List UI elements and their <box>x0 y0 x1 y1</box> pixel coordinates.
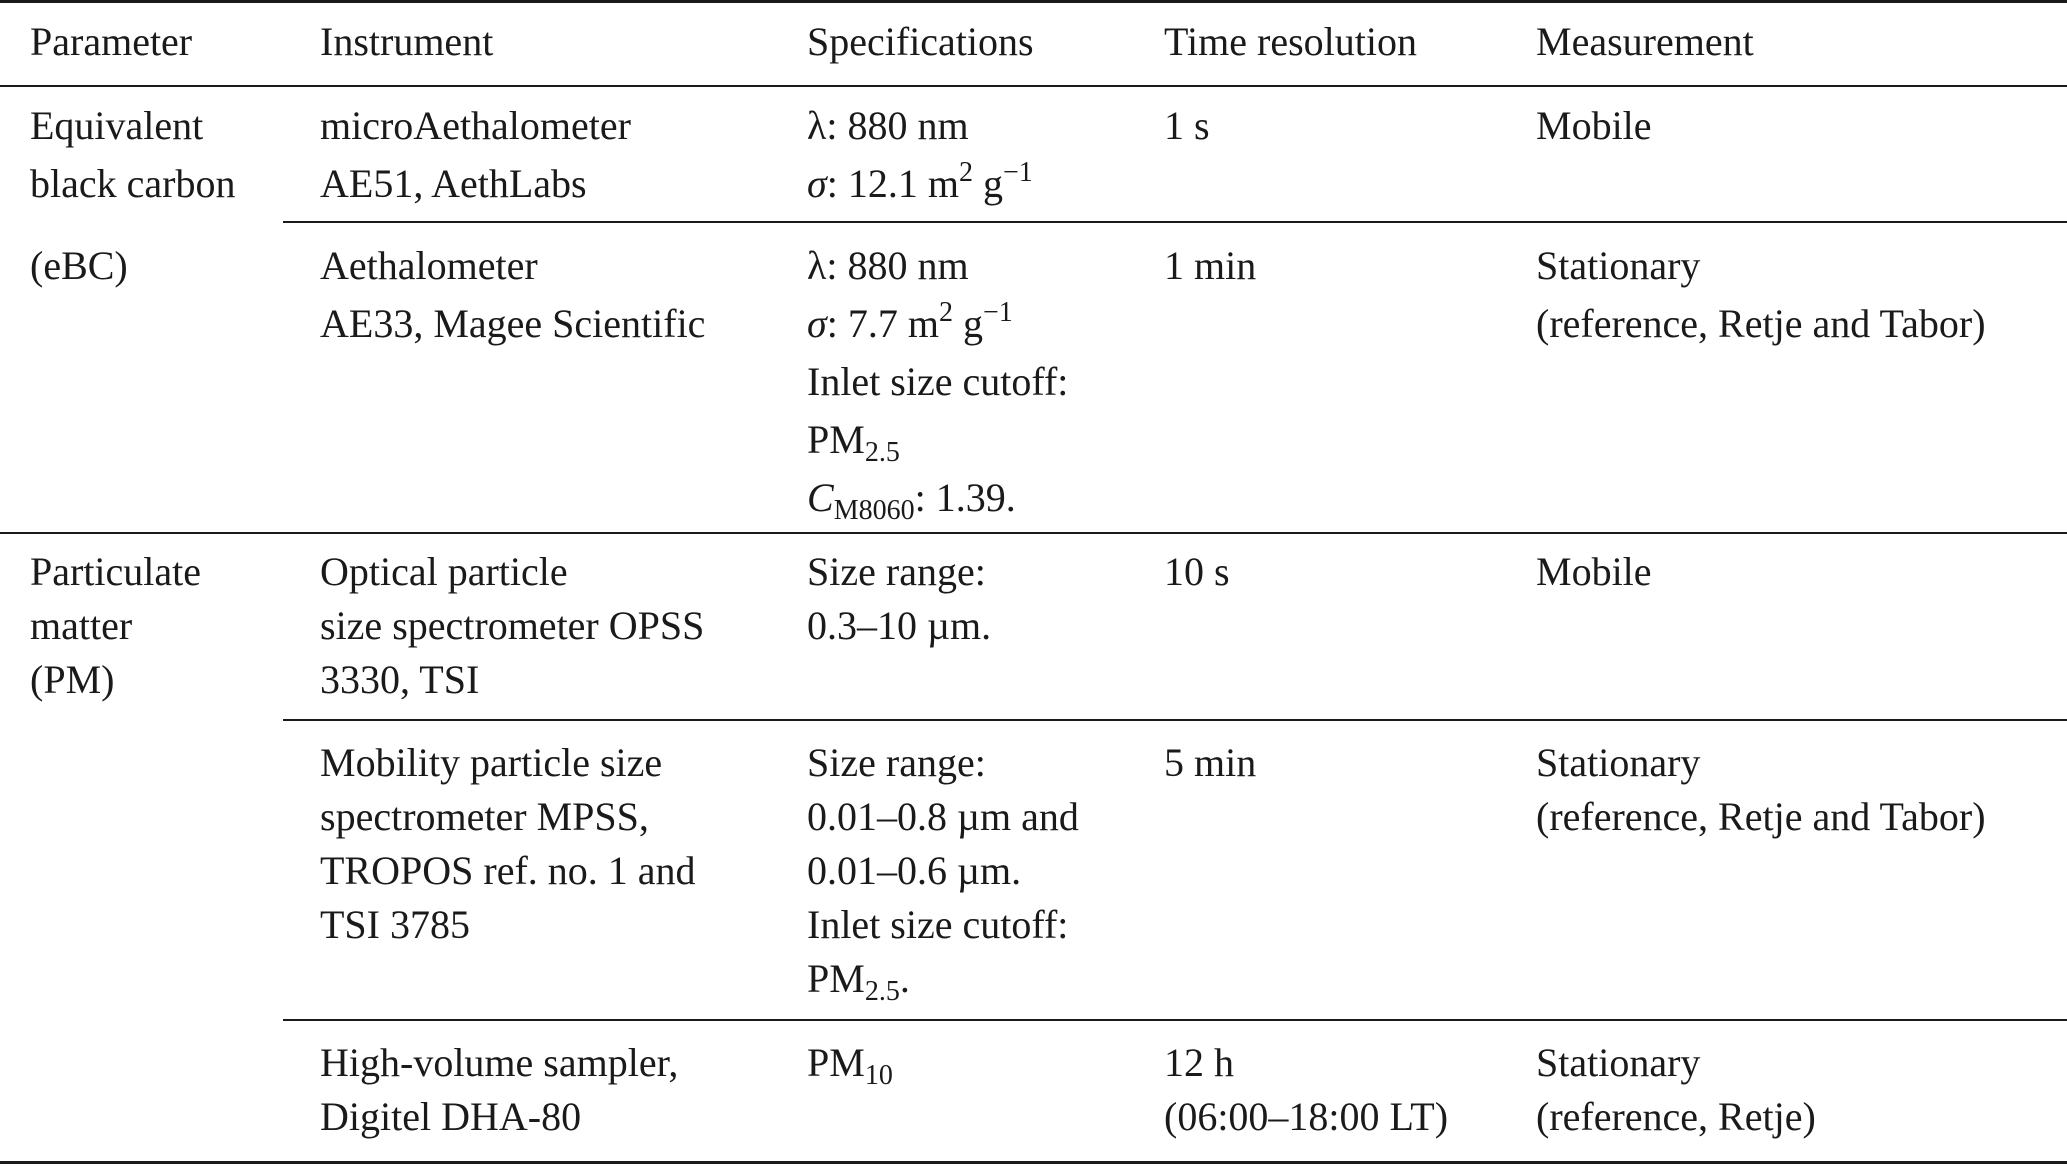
spec-cell <box>807 1036 893 1090</box>
instrument-line: spectrometer MPSS, <box>320 794 649 839</box>
parameter-line: Equivalent <box>30 103 204 148</box>
header-time-resolution: Time resolution <box>1164 19 1417 64</box>
sigma-value: : 12.1 m <box>826 161 959 206</box>
instrument-cell <box>320 237 705 353</box>
measurement-line: Stationary <box>1536 1040 1701 1085</box>
sigma-unit: g <box>952 301 983 346</box>
time-cell <box>1164 1036 1448 1144</box>
time-line: 5 min <box>1164 740 1257 785</box>
row-divider <box>283 221 2067 223</box>
instrument-cell <box>320 97 631 213</box>
instrument-line: microAethalometer <box>320 103 631 148</box>
spec-line: Inlet size cutoff: <box>807 902 1069 947</box>
measurement-cell <box>1536 545 1652 599</box>
spec-attenuation <box>807 295 1068 353</box>
measurement-cell <box>1536 736 1986 844</box>
measurement-line: Stationary <box>1536 243 1701 288</box>
sigma-unit: g <box>972 161 1003 206</box>
pm-subscript: 10 <box>864 1060 893 1091</box>
time-cell <box>1164 545 1230 599</box>
header-specifications: Specifications <box>807 19 1034 64</box>
instrument-line: TSI 3785 <box>320 902 470 947</box>
parameter-cell <box>30 97 235 213</box>
time-line: 1 s <box>1164 103 1210 148</box>
spec-wavelength: λ: 880 nm <box>807 243 969 288</box>
group-divider <box>0 532 2067 534</box>
spec-attenuation <box>807 155 1033 213</box>
time-cell <box>1164 237 1256 295</box>
sigma-value: : 7.7 m <box>826 301 939 346</box>
instrument-line: 3330, TSI <box>320 657 480 702</box>
time-cell <box>1164 736 1256 790</box>
instrument-line: High-volume sampler, <box>320 1040 679 1085</box>
parameter-line: Particulate <box>30 549 202 594</box>
instrument-line: size spectrometer OPSS <box>320 603 705 648</box>
spec-correction <box>807 469 1068 527</box>
time-line: (06:00–18:00 LT) <box>1164 1094 1449 1139</box>
sigma-exponent: −1 <box>982 297 1013 328</box>
instrument-line: AE33, Magee Scientific <box>320 301 706 346</box>
pm-label: PM <box>807 1040 865 1085</box>
bottom-rule <box>0 1161 2067 1164</box>
measurement-cell <box>1536 1036 1816 1144</box>
instrument-line: TROPOS ref. no. 1 and <box>320 848 696 893</box>
spec-inlet: Inlet size cutoff: <box>807 359 1069 404</box>
header-parameter: Parameter <box>30 19 193 64</box>
parameter-line: (eBC) <box>30 243 128 288</box>
spec-cell <box>807 97 1033 213</box>
measurement-cell <box>1536 237 1986 353</box>
sigma-symbol: σ <box>807 301 827 346</box>
instrument-line: Mobility particle size <box>320 740 663 785</box>
header-rule <box>0 85 2067 87</box>
measurement-line: (reference, Retje and Tabor) <box>1536 301 1986 346</box>
spec-pm <box>807 952 1079 1006</box>
pm-period: . <box>899 956 910 1001</box>
parameter-cell <box>30 545 201 707</box>
measurement-line: (reference, Retje and Tabor) <box>1536 794 1986 839</box>
spec-line: 0.3–10 µm. <box>807 603 992 648</box>
measurement-line: Mobile <box>1536 103 1652 148</box>
instrument-cell <box>320 736 696 952</box>
row-divider <box>283 1019 2067 1021</box>
time-cell <box>1164 97 1210 155</box>
header-instrument: Instrument <box>320 19 494 64</box>
c-symbol: C <box>807 475 834 520</box>
pm-subscript: 2.5 <box>864 437 900 468</box>
instrument-cell <box>320 1036 678 1144</box>
sigma-superscript: 2 <box>938 297 953 328</box>
top-rule <box>0 0 2067 3</box>
spec-line: Size range: <box>807 549 986 594</box>
spec-cell <box>807 545 991 653</box>
time-line: 1 min <box>1164 243 1257 288</box>
instrument-line: Optical particle <box>320 549 568 594</box>
measurement-cell <box>1536 97 1652 155</box>
measurement-line: (reference, Retje) <box>1536 1094 1816 1139</box>
pm-label: PM <box>807 956 865 1001</box>
instrument-cell <box>320 545 704 707</box>
parameter-cell-continued <box>30 237 128 295</box>
spec-wavelength: λ: 880 nm <box>807 103 969 148</box>
spec-line: Size range: <box>807 740 986 785</box>
sigma-symbol: σ <box>807 161 827 206</box>
spec-cell <box>807 736 1079 1006</box>
measurement-line: Mobile <box>1536 549 1652 594</box>
spec-pm <box>807 1036 893 1090</box>
time-line: 12 h <box>1164 1040 1234 1085</box>
instrument-line: Digitel DHA-80 <box>320 1094 582 1139</box>
parameter-line: (PM) <box>30 657 115 702</box>
instrument-line: Aethalometer <box>320 243 538 288</box>
spec-line: 0.01–0.6 µm. <box>807 848 1022 893</box>
parameter-line: black carbon <box>30 161 236 206</box>
spec-pm <box>807 411 1068 469</box>
header-measurement: Measurement <box>1536 19 1754 64</box>
measurement-line: Stationary <box>1536 740 1701 785</box>
c-subscript: M8060 <box>833 495 915 526</box>
parameter-line: matter <box>30 603 133 648</box>
spec-line: 0.01–0.8 µm and <box>807 794 1079 839</box>
pm-subscript: 2.5 <box>864 976 900 1007</box>
pm-label: PM <box>807 417 865 462</box>
instrument-line: AE51, AethLabs <box>320 161 587 206</box>
spec-cell <box>807 237 1068 527</box>
time-line: 10 s <box>1164 549 1230 594</box>
c-value: : 1.39. <box>914 475 1016 520</box>
sigma-exponent: −1 <box>1002 157 1033 188</box>
sigma-superscript: 2 <box>958 157 973 188</box>
row-divider <box>283 719 2067 721</box>
